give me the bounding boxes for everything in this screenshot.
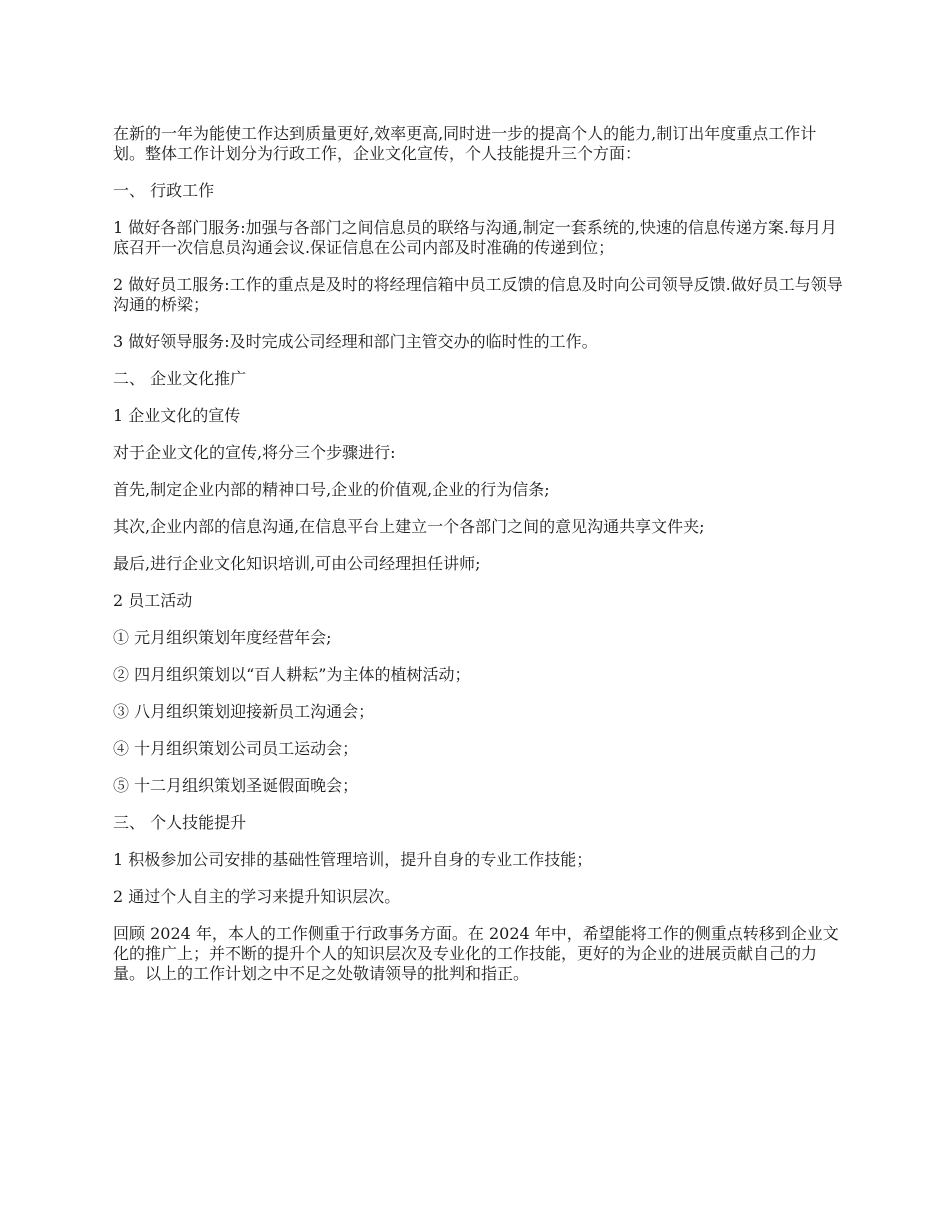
culture-promotion-intro: 对于企业文化的宣传,将分三个步骤进行: [113,443,396,462]
culture-subheading-promotion: 1 企业文化的宣传 [113,406,241,425]
culture-subheading-activities: 2 员工活动 [113,591,193,610]
section-heading-skills: 三、 个人技能提升 [113,813,247,832]
skills-item-2: 2 通过个人自主的学习来提升知识层次。 [113,887,401,906]
intro-paragraph: 在新的一年为能使工作达到质量更好,效率更高,同时进一步的提高个人的能力,制订出年度重点工作计划。整体工作计划分为行政工作，企业文化宣传，个人技能提升三个方面： [113,124,817,163]
document-body [113,124,843,1001]
activity-item-4: ④ 十月组织策划公司员工运动会； [113,739,359,758]
culture-step-last: 最后,进行企业文化知识培训,可由公司经理担任讲师; [113,554,481,573]
activity-item-2: ② 四月组织策划以“百人耕耘”为主体的植树活动； [113,665,471,684]
skills-item-1: 1 积极参加公司安排的基础性管理培训，提升自身的专业工作技能； [113,850,593,869]
section-heading-administration: 一、 行政工作 [113,181,215,200]
culture-step-second: 其次,企业内部的信息沟通,在信息平台上建立一个各部门之间的意见沟通共享文件夹; [113,517,705,536]
section-heading-culture: 二、 企业文化推广 [113,369,247,388]
closing-paragraph: 回顾 2024 年，本人的工作侧重于行政事务方面。在 2024 年中，希望能将工作的侧重点转移到企业文化的推广上；并不断的提升个人的知识层次及专业化的工作技能，更好的为企业的进展贡献自己的力量。以上的工作计划之中不足之处敬请领导的批判和指正。 [113,924,839,983]
activity-item-1: ① 元月组织策划年度经营年会; [113,628,332,647]
admin-item-2: 2 做好员工服务:工作的重点是及时的将经理信箱中员工反馈的信息及时向公司领导反馈.做好员工与领导沟通的桥梁； [113,275,843,314]
admin-item-3: 3 做好领导服务:及时完成公司经理和部门主管交办的临时性的工作。 [113,332,598,351]
admin-item-1: 1 做好各部门服务:加强与各部门之间信息员的联络与沟通,制定一套系统的,快速的信息传递方案.每月月底召开一次信息员沟通会议.保证信息在公司内部及时准确的传递到位； [113,218,837,257]
culture-step-first: 首先,制定企业内部的精神口号,企业的价值观,企业的行为信条; [113,480,550,499]
activity-item-5: ⑤ 十二月组织策划圣诞假面晚会； [113,776,359,795]
activity-item-3: ③ 八月组织策划迎接新员工沟通会； [113,702,375,721]
